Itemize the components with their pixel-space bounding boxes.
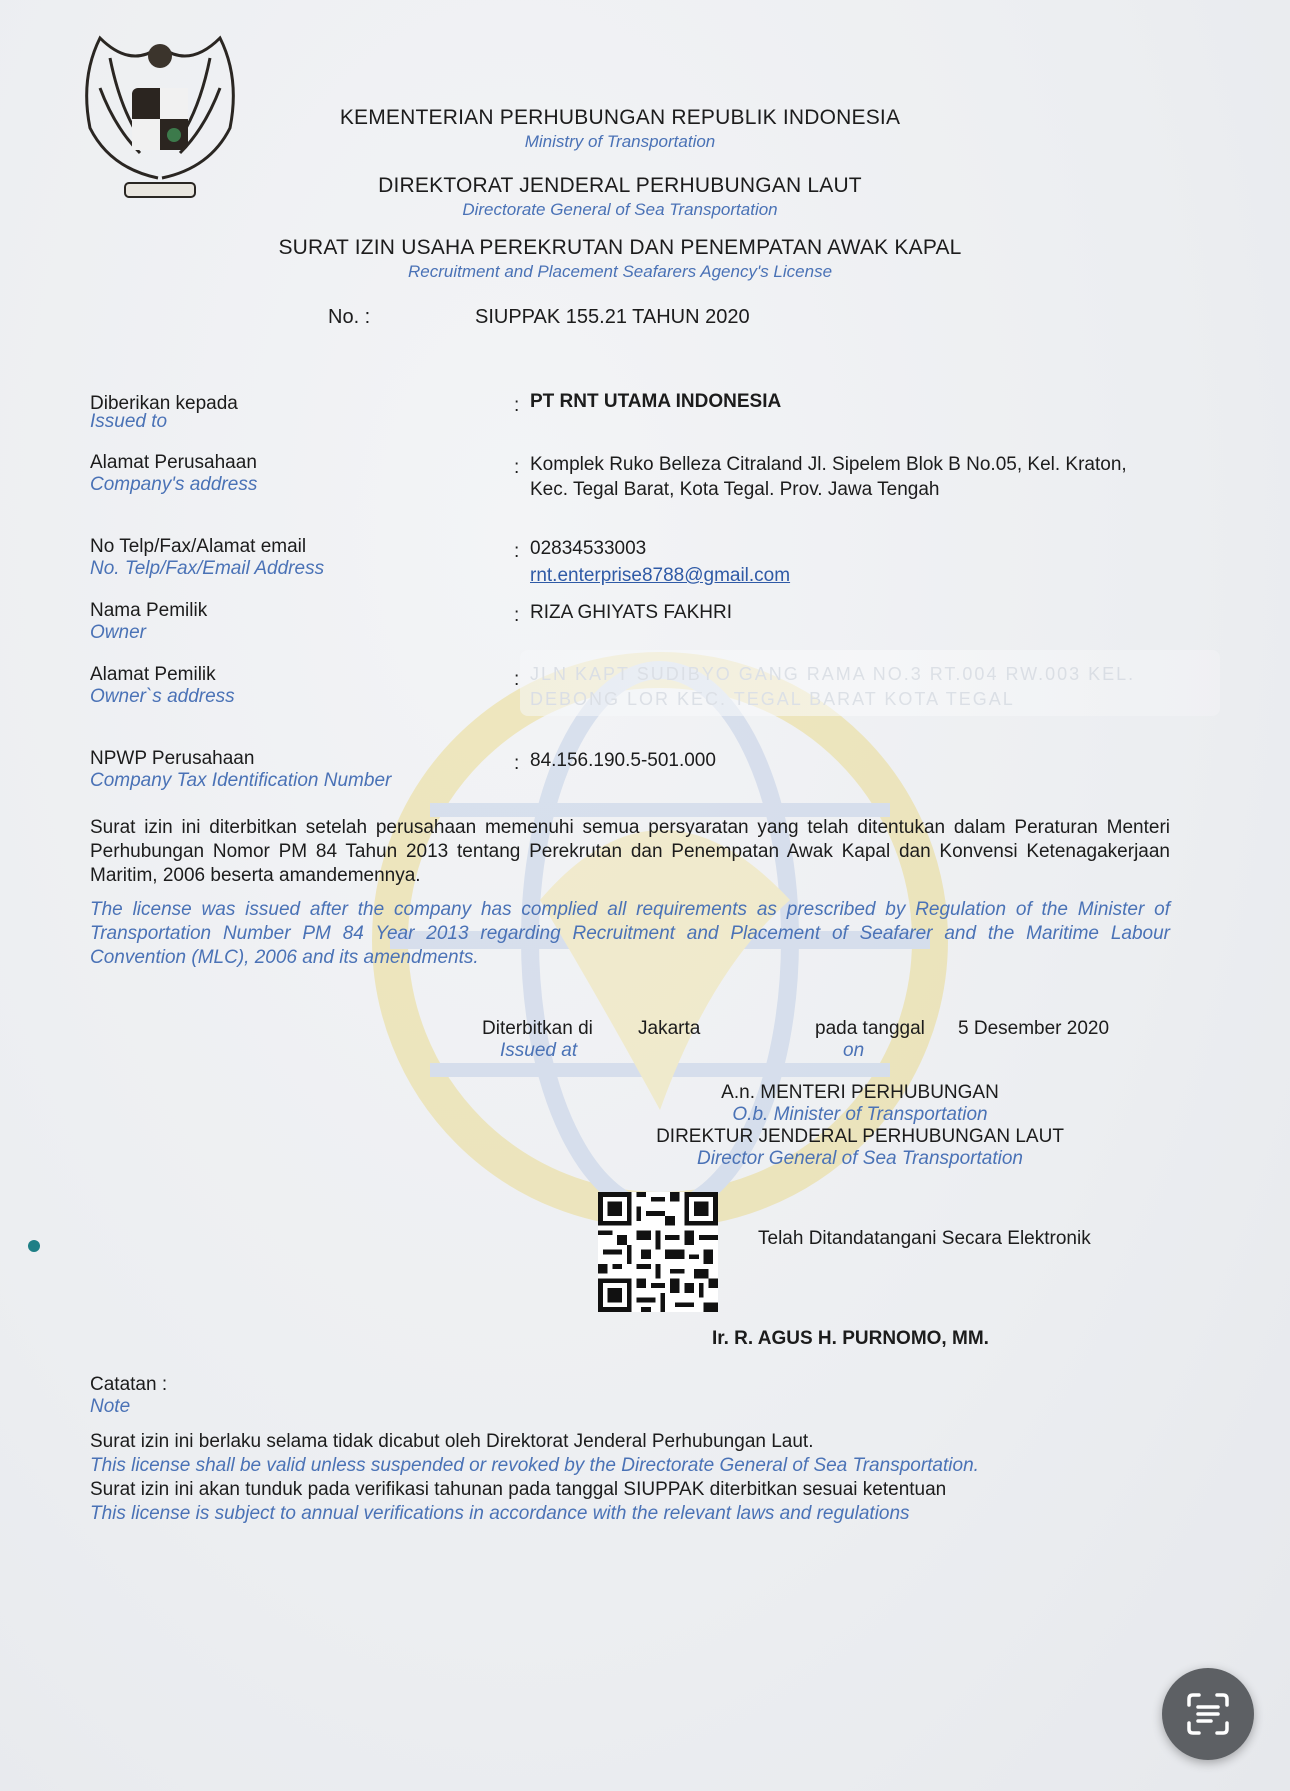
issued-to-value: PT RNT UTAMA INDONESIA bbox=[530, 391, 782, 412]
note-2: Surat izin ini akan tunduk pada verifikasi tahunan pada tanggal SIUPPAK diterbitkan sesuai ketentuan bbox=[90, 1479, 947, 1500]
phone-value: 02834533003 bbox=[530, 538, 647, 559]
issued-to-label: Diberikan kepada Issued to bbox=[90, 393, 238, 432]
directorate-heading bbox=[0, 174, 1240, 220]
signature-block bbox=[560, 1082, 1160, 1170]
note-2-en: This license is subject to annual verifications in accordance with the relevant laws and regulations bbox=[90, 1503, 910, 1524]
colon: : bbox=[514, 541, 520, 562]
owner-address-label: Alamat Pemilik Owner`s address bbox=[90, 664, 235, 707]
license-heading bbox=[0, 236, 1240, 282]
npwp-label: NPWP Perusahaan Company Tax Identification Number bbox=[90, 748, 392, 791]
on-behalf-title: A.n. MENTERI PERHUBUNGAN bbox=[721, 1082, 999, 1103]
notes-title: Catatan : Note bbox=[90, 1374, 168, 1417]
ink-speck bbox=[28, 1240, 40, 1252]
ministry-heading bbox=[0, 106, 1240, 152]
license-title-en: Recruitment and Placement Seafarers Agency's License bbox=[407, 262, 833, 281]
issued-place: Jakarta bbox=[638, 1018, 701, 1039]
director-title: DIREKTUR JENDERAL PERHUBUNGAN LAUT bbox=[656, 1126, 1064, 1147]
directorate-title-en: Directorate General of Sea Transportation bbox=[462, 200, 778, 219]
note-1-en: This license shall be valid unless suspended or revoked by the Directorate General of Sea Transportation. bbox=[90, 1455, 979, 1476]
license-number: SIUPPAK 155.21 TAHUN 2020 bbox=[475, 306, 750, 328]
text-scan-button[interactable] bbox=[1162, 1668, 1254, 1760]
license-number-label: No. : bbox=[328, 306, 371, 328]
electronic-signature-text: Telah Ditandatangani Secara Elektronik bbox=[758, 1228, 1091, 1249]
npwp-value: 84.156.190.5-501.000 bbox=[530, 750, 716, 771]
signatory-name: Ir. R. AGUS H. PURNOMO, MM. bbox=[712, 1328, 989, 1349]
colon: : bbox=[514, 605, 520, 626]
ministry-title-en: Ministry of Transportation bbox=[524, 132, 716, 151]
redaction-overlay bbox=[520, 650, 1220, 716]
contact-value bbox=[530, 536, 790, 588]
qr-code-icon bbox=[598, 1192, 718, 1312]
license-title: SURAT IZIN USAHA PEREKRUTAN DAN PENEMPATAN AWAK KAPAL bbox=[278, 236, 962, 259]
colon: : bbox=[514, 395, 520, 416]
director-title-en: Director General of Sea Transportation bbox=[697, 1148, 1023, 1169]
ministry-title: KEMENTERIAN PERHUBUNGAN REPUBLIK INDONESIA bbox=[339, 106, 901, 129]
notes-list bbox=[90, 1430, 979, 1526]
colon: : bbox=[514, 457, 520, 478]
text-scan-icon bbox=[1183, 1689, 1233, 1739]
colon: : bbox=[514, 669, 520, 690]
owner-value: RIZA GHIYATS FAKHRI bbox=[530, 602, 732, 623]
statement-paragraph-en: The license was issued after the company has complied all requirements as prescribed by Regulation of the Minister of Transportation Number PM 84 Year 2013 regarding Recruitment and Placement of Seafarer and the Maritime Labour Convention (MLC), 2006 and its amendments. bbox=[90, 899, 1170, 968]
owner-label: Nama Pemilik Owner bbox=[90, 600, 208, 643]
statement-paragraph: Surat izin ini diterbitkan setelah perusahaan memenuhi semua persyaratan yang telah ditentukan dalam Peraturan Menteri Perhubungan Nomor PM 84 Tahun 2013 tentang Perekrutan dan Penempatan Awak Kapal dan Konvensi Ketenagakerjaan Maritim, 2006 beserta amandemennya. bbox=[90, 817, 1170, 886]
on-behalf-title-en: O.b. Minister of Transportation bbox=[732, 1104, 988, 1125]
directorate-title: DIREKTORAT JENDERAL PERHUBUNGAN LAUT bbox=[378, 174, 862, 197]
company-address-label: Alamat Perusahaan Company's address bbox=[90, 452, 258, 495]
contact-label: No Telp/Fax/Alamat email No. Telp/Fax/Email Address bbox=[90, 536, 325, 579]
issued-at-label: Diterbitkan di Issued at bbox=[482, 1018, 593, 1061]
issued-date: 5 Desember 2020 bbox=[958, 1018, 1110, 1039]
company-address-value: Komplek Ruko Belleza Citraland Jl. Sipelem Blok B No.05, Kel. Kraton, Kec. Tegal Barat, Kota Tegal. Prov. Jawa Tengah bbox=[530, 454, 1127, 500]
note-1: Surat izin ini berlaku selama tidak dicabut oleh Direktorat Jenderal Perhubungan Laut. bbox=[90, 1431, 814, 1452]
email-link[interactable]: rnt.enterprise8788@gmail.com bbox=[530, 565, 791, 586]
issued-on-label: pada tanggal on bbox=[815, 1018, 925, 1061]
colon: : bbox=[514, 753, 520, 774]
